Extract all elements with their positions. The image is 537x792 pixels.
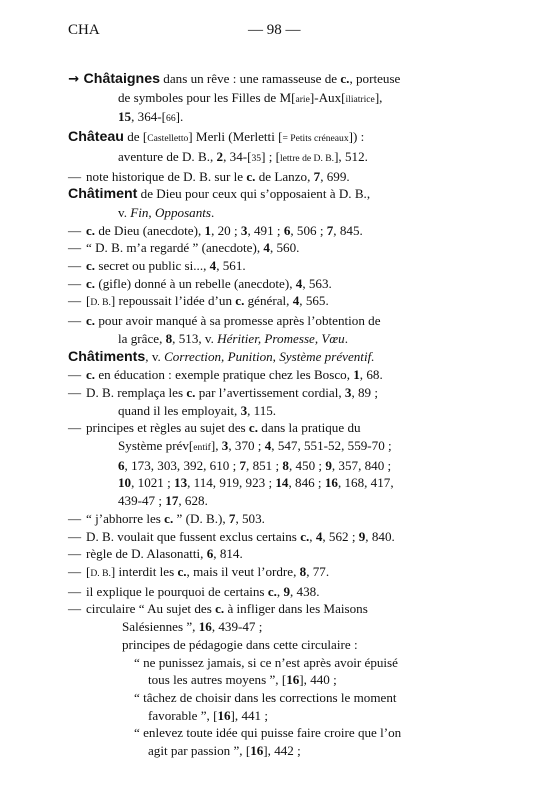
index-subentry-line — [68, 292, 488, 312]
entry-text: ] Merli (Merletti [ — [188, 129, 283, 145]
em-dash-marker: — — [68, 546, 82, 562]
entry-text: par l’avertissement cordial, — [195, 384, 345, 400]
index-continuation-line — [68, 474, 488, 492]
em-dash-marker: — — [68, 384, 82, 400]
index-continuation-line — [68, 437, 488, 457]
index-entry-line — [68, 128, 488, 148]
entry-text: c. — [267, 583, 277, 599]
entry-text: 9 — [325, 457, 332, 473]
entry-text: 4 — [295, 275, 303, 291]
entry-text: ]-Aux[ — [309, 89, 346, 105]
index-subentry-line — [68, 600, 488, 618]
entry-text: v. — [118, 204, 131, 220]
entry-text: règle de D. Alasonatti, — [86, 546, 207, 562]
entry-text: secret ou public si..., — [95, 258, 210, 274]
em-dash-marker: — — [68, 313, 82, 329]
entry-text: , 562 ; — [322, 528, 359, 544]
entry-text: ]) : — [348, 129, 365, 145]
entry-text: c. — [248, 420, 258, 436]
index-entry-line — [68, 185, 488, 204]
index-continuation-line — [68, 742, 488, 760]
entry-text: , 846 ; — [288, 475, 325, 491]
entry-text: 7 — [313, 168, 321, 184]
index-subentry-line — [68, 239, 488, 257]
entry-text: , 845. — [333, 222, 363, 238]
entry-text: D. B. — [90, 297, 111, 309]
entry-text: 2 — [216, 148, 224, 164]
entry-text: , 560. — [269, 240, 300, 256]
entry-text: tous les autres moyens ”, [ — [148, 672, 287, 688]
entry-text: arie — [295, 93, 310, 105]
entry-text: principes et règles au sujet des — [86, 420, 249, 436]
entry-text: , 173, 303, 392, 610 ; — [124, 457, 240, 473]
entry-text: , v. — [145, 348, 165, 364]
entry-text: 8 — [165, 330, 173, 346]
entry-text: , 20 ; — [211, 222, 241, 238]
entry-headword: Châtiments — [68, 348, 146, 365]
index-continuation-line — [68, 330, 488, 348]
entry-text: la grâce, — [118, 330, 166, 346]
entry-text: 16 — [217, 707, 231, 723]
entry-text: 439-47 ; — [118, 493, 166, 509]
entry-text: 16 — [324, 475, 338, 491]
entry-text: , 370 ; — [228, 438, 265, 454]
entry-text: [ — [86, 563, 91, 579]
entry-text: iliatrice — [345, 93, 375, 105]
entry-text: ], 441 ; — [230, 707, 268, 723]
entry-text: D. B. voulait que fussent exclus certains — [86, 528, 301, 544]
entry-text: principes de pédagogie dans cette circulaire : — [122, 636, 358, 652]
entry-text: 3 — [344, 384, 352, 400]
entry-text: 3 — [221, 438, 229, 454]
entry-text: 66 — [166, 113, 176, 125]
em-dash-marker: — — [68, 168, 82, 184]
entry-text: Fin, Opposants — [130, 204, 211, 220]
entry-text: de Dieu (anecdote), — [95, 222, 205, 238]
entry-text: , 1021 ; — [131, 475, 175, 491]
index-continuation-line — [68, 108, 488, 128]
entry-text: Correction, Punition, Système préventif. — [164, 348, 375, 364]
entry-text: dans un rêve : une ramasseuse de — [160, 71, 341, 86]
entry-text: 16 — [198, 619, 212, 635]
em-dash-marker: — — [68, 222, 82, 238]
entry-text: 1 — [204, 222, 212, 238]
entry-text: à infliger dans les Maisons — [224, 601, 368, 617]
index-subentry-line — [68, 528, 488, 546]
entry-text: c. — [215, 601, 225, 617]
entry-text: ]. — [175, 109, 184, 125]
index-subentry-line — [68, 312, 488, 330]
entry-text: aventure de D. B., — [118, 148, 217, 164]
index-continuation-line — [68, 618, 488, 636]
entry-text: 8 — [282, 457, 289, 473]
index-continuation-line — [68, 402, 488, 420]
entry-text: , 565. — [299, 293, 329, 309]
entry-text: (gifle) donné à un rebelle (anecdote), — [95, 275, 296, 291]
entry-text: “ enlevez toute idée qui puisse faire croire que l’on — [134, 725, 402, 741]
page-header — [68, 22, 488, 44]
index-subentry-line — [68, 366, 488, 384]
entry-text: 7 — [228, 510, 236, 526]
entry-text: il explique le pourquoi de certains — [86, 583, 268, 599]
index-subentry-line — [68, 257, 488, 275]
entry-text: 13 — [174, 475, 188, 491]
entry-text: 1 — [353, 367, 360, 383]
em-dash-marker: — — [68, 420, 82, 436]
entry-text: 6 — [206, 546, 214, 562]
entry-text: 4 — [263, 240, 270, 256]
entry-text: 17 — [165, 493, 179, 509]
index-subentry-line — [68, 510, 488, 528]
entry-headword: Châtiment — [68, 186, 138, 203]
entry-text: pour avoir manqué à sa promesse après l’obtention de — [95, 313, 381, 329]
entry-text: Système prév[ — [118, 438, 194, 454]
entry-text: ], — [210, 438, 222, 454]
entry-text: favorable ”, [ — [148, 707, 218, 723]
entry-text: c. — [177, 563, 187, 579]
em-dash-marker: — — [68, 240, 82, 256]
entry-text: D. B. — [90, 567, 111, 579]
entry-text: , 168, 417, — [337, 475, 394, 491]
em-dash-marker: — — [68, 293, 82, 309]
page-number: — 98 — — [248, 22, 301, 38]
entry-text: , 491 ; — [247, 222, 284, 238]
entry-text: c. — [340, 71, 350, 86]
entry-text: 10 — [118, 475, 132, 491]
em-dash-marker: — — [68, 528, 82, 544]
index-subentry-line — [68, 545, 488, 563]
entry-headword: Château — [68, 129, 124, 146]
entry-text: , 699. — [320, 168, 350, 184]
entry-text: 7 — [239, 457, 247, 473]
entry-headword: Châtaignes — [83, 71, 161, 87]
entry-text: , 503. — [235, 510, 265, 526]
entry-text: , 114, 919, 923 ; — [187, 475, 276, 491]
index-continuation-line — [68, 204, 488, 222]
index-subentry-line — [68, 384, 488, 402]
entry-text: c. — [164, 510, 174, 526]
entry-text: , 357, 840 ; — [331, 457, 392, 473]
entry-text: 9 — [358, 528, 366, 544]
index-continuation-line — [68, 457, 488, 475]
entry-text: dans la pratique du — [258, 420, 361, 436]
index-subentry-line — [68, 419, 488, 437]
entry-text: , 547, 551-52, 559-70 ; — [271, 438, 392, 454]
entry-text: “ ne punissez jamais, si ce n’est après avoir épuisé — [134, 654, 398, 670]
index-subentry-line — [68, 563, 488, 583]
index-continuation-line — [68, 148, 488, 168]
entry-text: , 89 ; — [351, 384, 378, 400]
entry-text: 7 — [326, 222, 334, 238]
entry-text: 3 — [240, 402, 248, 418]
entry-text: 9 — [283, 583, 290, 599]
entry-text: 4 — [315, 528, 323, 544]
index-continuation-line — [68, 654, 488, 672]
entry-text: , porteuse — [349, 71, 401, 86]
entry-text: 4 — [209, 258, 217, 274]
entry-text: , — [309, 528, 316, 544]
entry-text: , 840. — [365, 528, 395, 544]
entry-text: c. — [86, 313, 96, 329]
entry-text: Salésiennes ”, — [122, 619, 199, 635]
running-head: CHA — [68, 22, 100, 38]
index-continuation-line — [68, 492, 488, 510]
entry-text: 16 — [286, 672, 300, 688]
entry-text: c. — [86, 222, 96, 238]
entry-text: de Dieu pour ceux qui s’opposaient à D. B., — [137, 186, 371, 202]
entry-text: , 68. — [359, 367, 383, 383]
em-dash-marker: — — [68, 583, 82, 599]
index-entry-line — [68, 70, 488, 89]
arrow-icon: → — [68, 72, 84, 87]
entry-text: 6 — [118, 457, 125, 473]
entry-text: c. — [186, 384, 196, 400]
entry-text: . — [211, 204, 215, 220]
entry-text: ” (D. B.), — [173, 510, 229, 526]
entry-text: , 628. — [178, 493, 208, 509]
entry-text: [ — [86, 293, 91, 309]
em-dash-marker: — — [68, 563, 82, 579]
entry-text: 16 — [250, 743, 264, 759]
entry-text: 35 — [251, 152, 262, 164]
entry-text: c. — [86, 367, 96, 383]
index-subentry-line — [68, 275, 488, 293]
entry-text: , 450 ; — [288, 457, 326, 473]
entry-text: 6 — [283, 222, 291, 238]
entry-text: quand il les employait, — [118, 402, 241, 418]
entry-text: , 77. — [306, 563, 330, 579]
em-dash-marker: — — [68, 510, 82, 526]
entry-text: “ tâchez de choisir dans les corrections le moment — [134, 689, 397, 705]
entry-text: général, — [244, 293, 293, 309]
entry-text: note historique de D. B. sur le — [86, 168, 247, 184]
entry-text: lettre de D. B. — [279, 152, 335, 164]
index-subentry-line — [68, 222, 488, 240]
entry-text: , 364-[ — [131, 109, 167, 125]
em-dash-marker: — — [68, 258, 82, 274]
em-dash-marker: — — [68, 275, 82, 291]
entry-text: , 506 ; — [290, 222, 327, 238]
index-continuation-line — [68, 89, 488, 109]
entry-text: 8 — [299, 563, 307, 579]
index-continuation-line — [68, 636, 488, 654]
entry-text: “ D. B. m’a regardé ” (anecdote), — [86, 240, 264, 256]
entry-text: , mais il veut l’ordre, — [186, 563, 300, 579]
entry-text: ], — [374, 89, 383, 105]
entry-text: , 115. — [247, 402, 277, 418]
entry-text: 15 — [118, 109, 132, 125]
entry-text: ], 440 ; — [299, 672, 337, 688]
index-continuation-line — [68, 724, 488, 742]
entry-text: = Petits créneaux — [282, 133, 349, 145]
entry-text: , 34-[ — [223, 148, 252, 164]
entry-text: , 561. — [216, 258, 246, 274]
entry-text: ] ; [ — [261, 148, 280, 164]
entry-text: c. — [235, 293, 245, 309]
index-continuation-line — [68, 671, 488, 689]
entry-text: 4 — [264, 438, 272, 454]
entry-text: ] repoussait l’idée d’un — [110, 293, 236, 309]
entry-text: en éducation : exemple pratique chez les Bosco, — [95, 367, 354, 383]
entry-text: entif — [193, 442, 211, 454]
entry-text: , 439-47 ; — [211, 619, 263, 635]
entry-text: circulaire “ Au sujet des — [86, 601, 216, 617]
entry-text: c. — [300, 528, 310, 544]
index-continuation-line — [68, 689, 488, 707]
entry-text: de symboles pour les Filles de M[ — [118, 89, 296, 105]
entry-text: c. — [246, 168, 256, 184]
entry-text: , 563. — [302, 275, 332, 291]
entry-text: c. — [86, 275, 96, 291]
entry-text: , 438. — [290, 583, 320, 599]
entry-text: , 513, v. — [172, 330, 218, 346]
index-entries — [68, 70, 488, 760]
index-subentry-line — [68, 583, 488, 601]
index-subentry-line — [68, 168, 488, 186]
entry-text: de [ — [123, 129, 148, 145]
entry-text: D. B. remplaça les — [86, 384, 187, 400]
entry-text: , 814. — [213, 546, 243, 562]
entry-text: ] interdit les — [110, 563, 178, 579]
em-dash-marker: — — [68, 367, 82, 383]
em-dash-marker: — — [68, 601, 82, 617]
entry-text: Castelletto — [147, 133, 189, 145]
index-continuation-line — [68, 707, 488, 725]
entry-text: 4 — [292, 293, 300, 309]
entry-text: 14 — [275, 475, 289, 491]
entry-text: “ j’abhorre les — [86, 510, 165, 526]
index-entry-line — [68, 348, 488, 367]
entry-text: . — [344, 330, 348, 346]
entry-text: , 851 ; — [246, 457, 283, 473]
entry-text: 3 — [240, 222, 248, 238]
entry-text: Héritier, Promesse, Vœu — [217, 330, 345, 346]
entry-text: ], 512. — [334, 148, 368, 164]
entry-text: c. — [86, 258, 96, 274]
entry-text: agit par passion ”, [ — [148, 743, 251, 759]
entry-text: de Lanzo, — [255, 168, 314, 184]
entry-text: , — [276, 583, 284, 599]
entry-text: ], 442 ; — [263, 743, 301, 759]
